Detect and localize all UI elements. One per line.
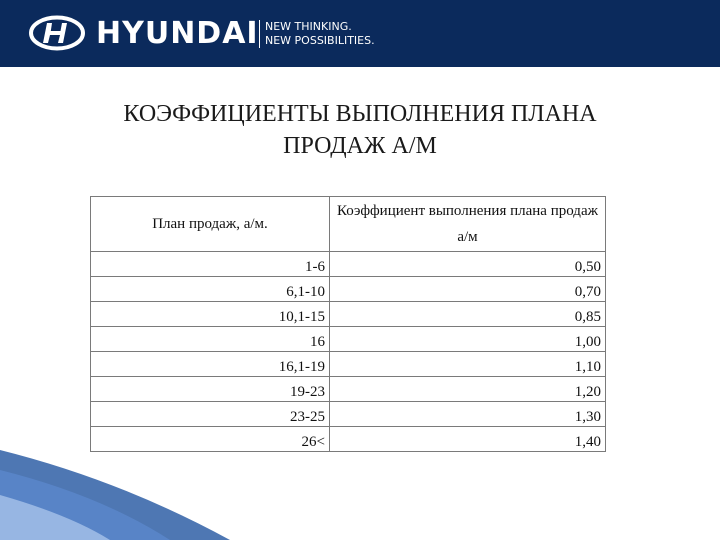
- coefficient-cell: 1,20: [330, 377, 606, 402]
- coefficient-cell: 1,40: [330, 427, 606, 452]
- title-line-2: ПРОДАЖ А/М: [283, 133, 437, 159]
- plan-cell: 6,1-10: [91, 277, 330, 302]
- header-coefficient: Коэффициент выполнения плана продаж а/м: [330, 197, 606, 252]
- page-title: [40, 98, 680, 162]
- table-row: [91, 402, 606, 427]
- coefficient-cell: 1,30: [330, 402, 606, 427]
- coefficient-cell: 1,10: [330, 352, 606, 377]
- tagline-line-1: NEW THINKING.: [265, 20, 352, 33]
- table-row: [91, 252, 606, 277]
- plan-cell: 16,1-19: [91, 352, 330, 377]
- logo-divider: [259, 20, 260, 48]
- coefficient-cell: 0,70: [330, 277, 606, 302]
- hyundai-logo-icon: [28, 14, 86, 52]
- table-header-row: [91, 197, 606, 252]
- decorative-wave: [0, 440, 720, 540]
- plan-coefficient-table: [90, 196, 606, 452]
- plan-cell: 10,1-15: [91, 302, 330, 327]
- header-plan: План продаж, а/м.: [91, 197, 330, 252]
- coefficient-cell: 0,50: [330, 252, 606, 277]
- title-line-1: КОЭФФИЦИЕНТЫ ВЫПОЛНЕНИЯ ПЛАНА: [123, 101, 597, 127]
- table-row: [91, 277, 606, 302]
- coefficient-cell: 0,85: [330, 302, 606, 327]
- brand-tagline: [265, 20, 375, 48]
- plan-cell: 19-23: [91, 377, 330, 402]
- table-row: [91, 352, 606, 377]
- table-row: [91, 327, 606, 352]
- table-row: [91, 302, 606, 327]
- table-row: [91, 377, 606, 402]
- plan-cell: 23-25: [91, 402, 330, 427]
- plan-cell: 1-6: [91, 252, 330, 277]
- plan-cell: 16: [91, 327, 330, 352]
- plan-cell: 26<: [91, 427, 330, 452]
- tagline-line-2: NEW POSSIBILITIES.: [265, 34, 375, 47]
- brand-header: [0, 0, 720, 67]
- brand-wordmark: HYUNDAI: [96, 16, 259, 51]
- coefficient-cell: 1,00: [330, 327, 606, 352]
